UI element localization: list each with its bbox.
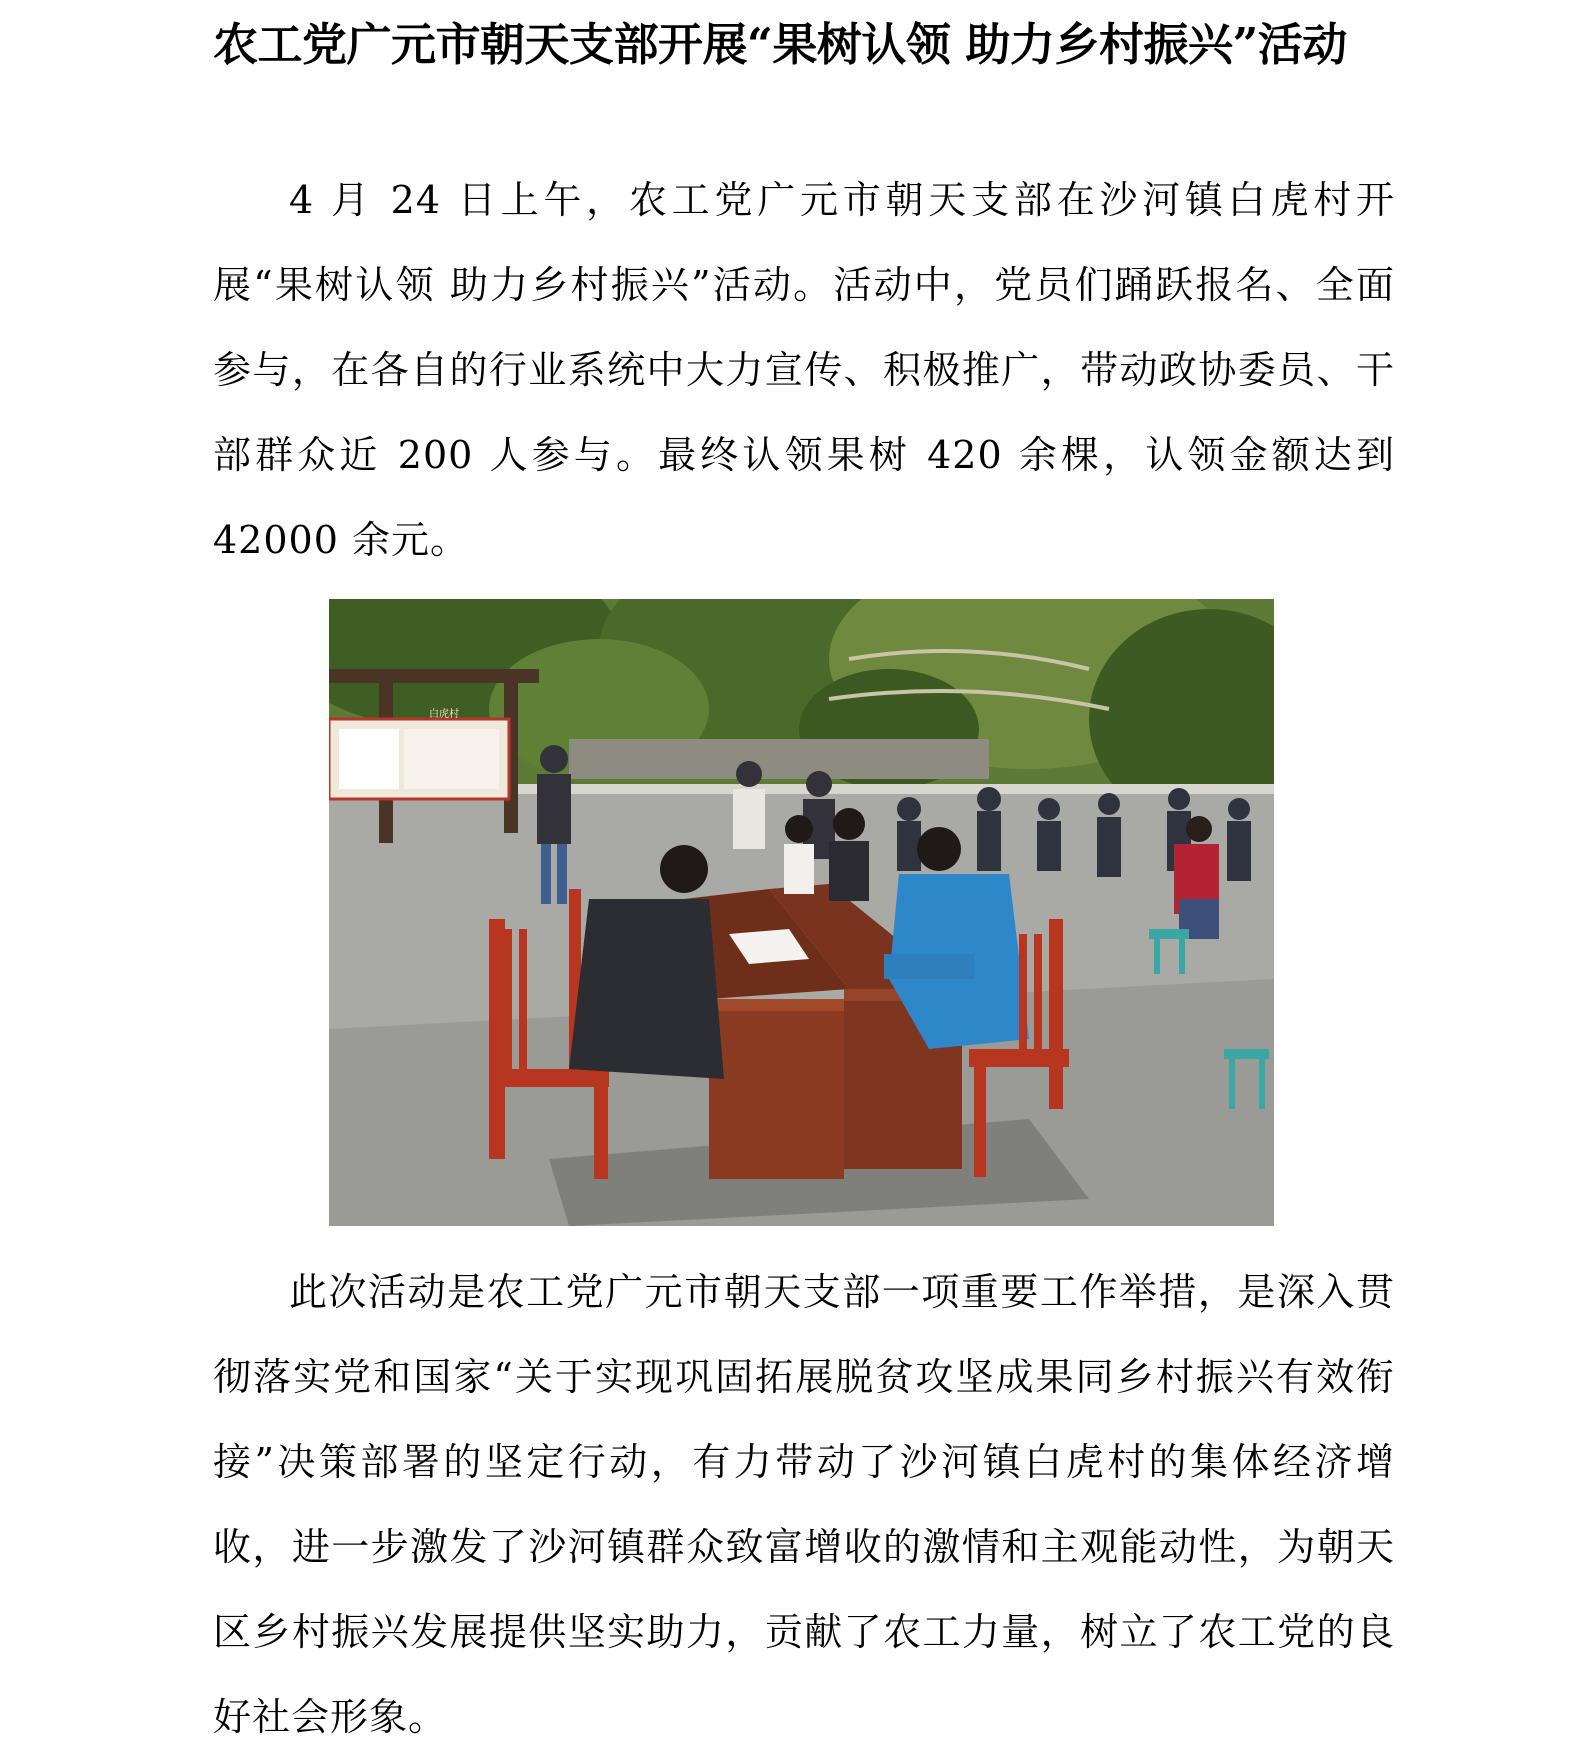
- event-photo: [329, 599, 1274, 1226]
- article-paragraph: 此次活动是农工党广元市朝天支部一项重要工作举措，是深入贯彻落实党和国家“关于实现巩固拓展脱贫攻坚成果同乡村振兴有效衔接”决策部署的坚定行动，有力带动了沙河镇白虎村的集体经济增收，进一步激发了沙河镇群众致富增收的激情和主观能动性，为朝天区乡村振兴发展提供坚实助力，贡献了农工力量，树立了农工党的良好社会形象。: [213, 1270, 1395, 1739]
- article-paragraph: 4 月 24 日上午，农工党广元市朝天支部在沙河镇白虎村开展“果树认领 助力乡村振兴”活动。活动中，党员们踊跃报名、全面参与，在各自的行业系统中大力宣传、积极推广，带动政协委员、干部群众近 200 人参与。最终认领果树 420 余棵，认领金额达到 42000 余元。: [213, 178, 1395, 562]
- signboard-label: 白虎村: [429, 709, 459, 720]
- article: [213, 0, 1395, 1760]
- event-photo-illustration: [329, 599, 1274, 1226]
- article-title: 农工党广元市朝天支部开展“果树认领 助力乡村振兴”活动: [213, 18, 1347, 71]
